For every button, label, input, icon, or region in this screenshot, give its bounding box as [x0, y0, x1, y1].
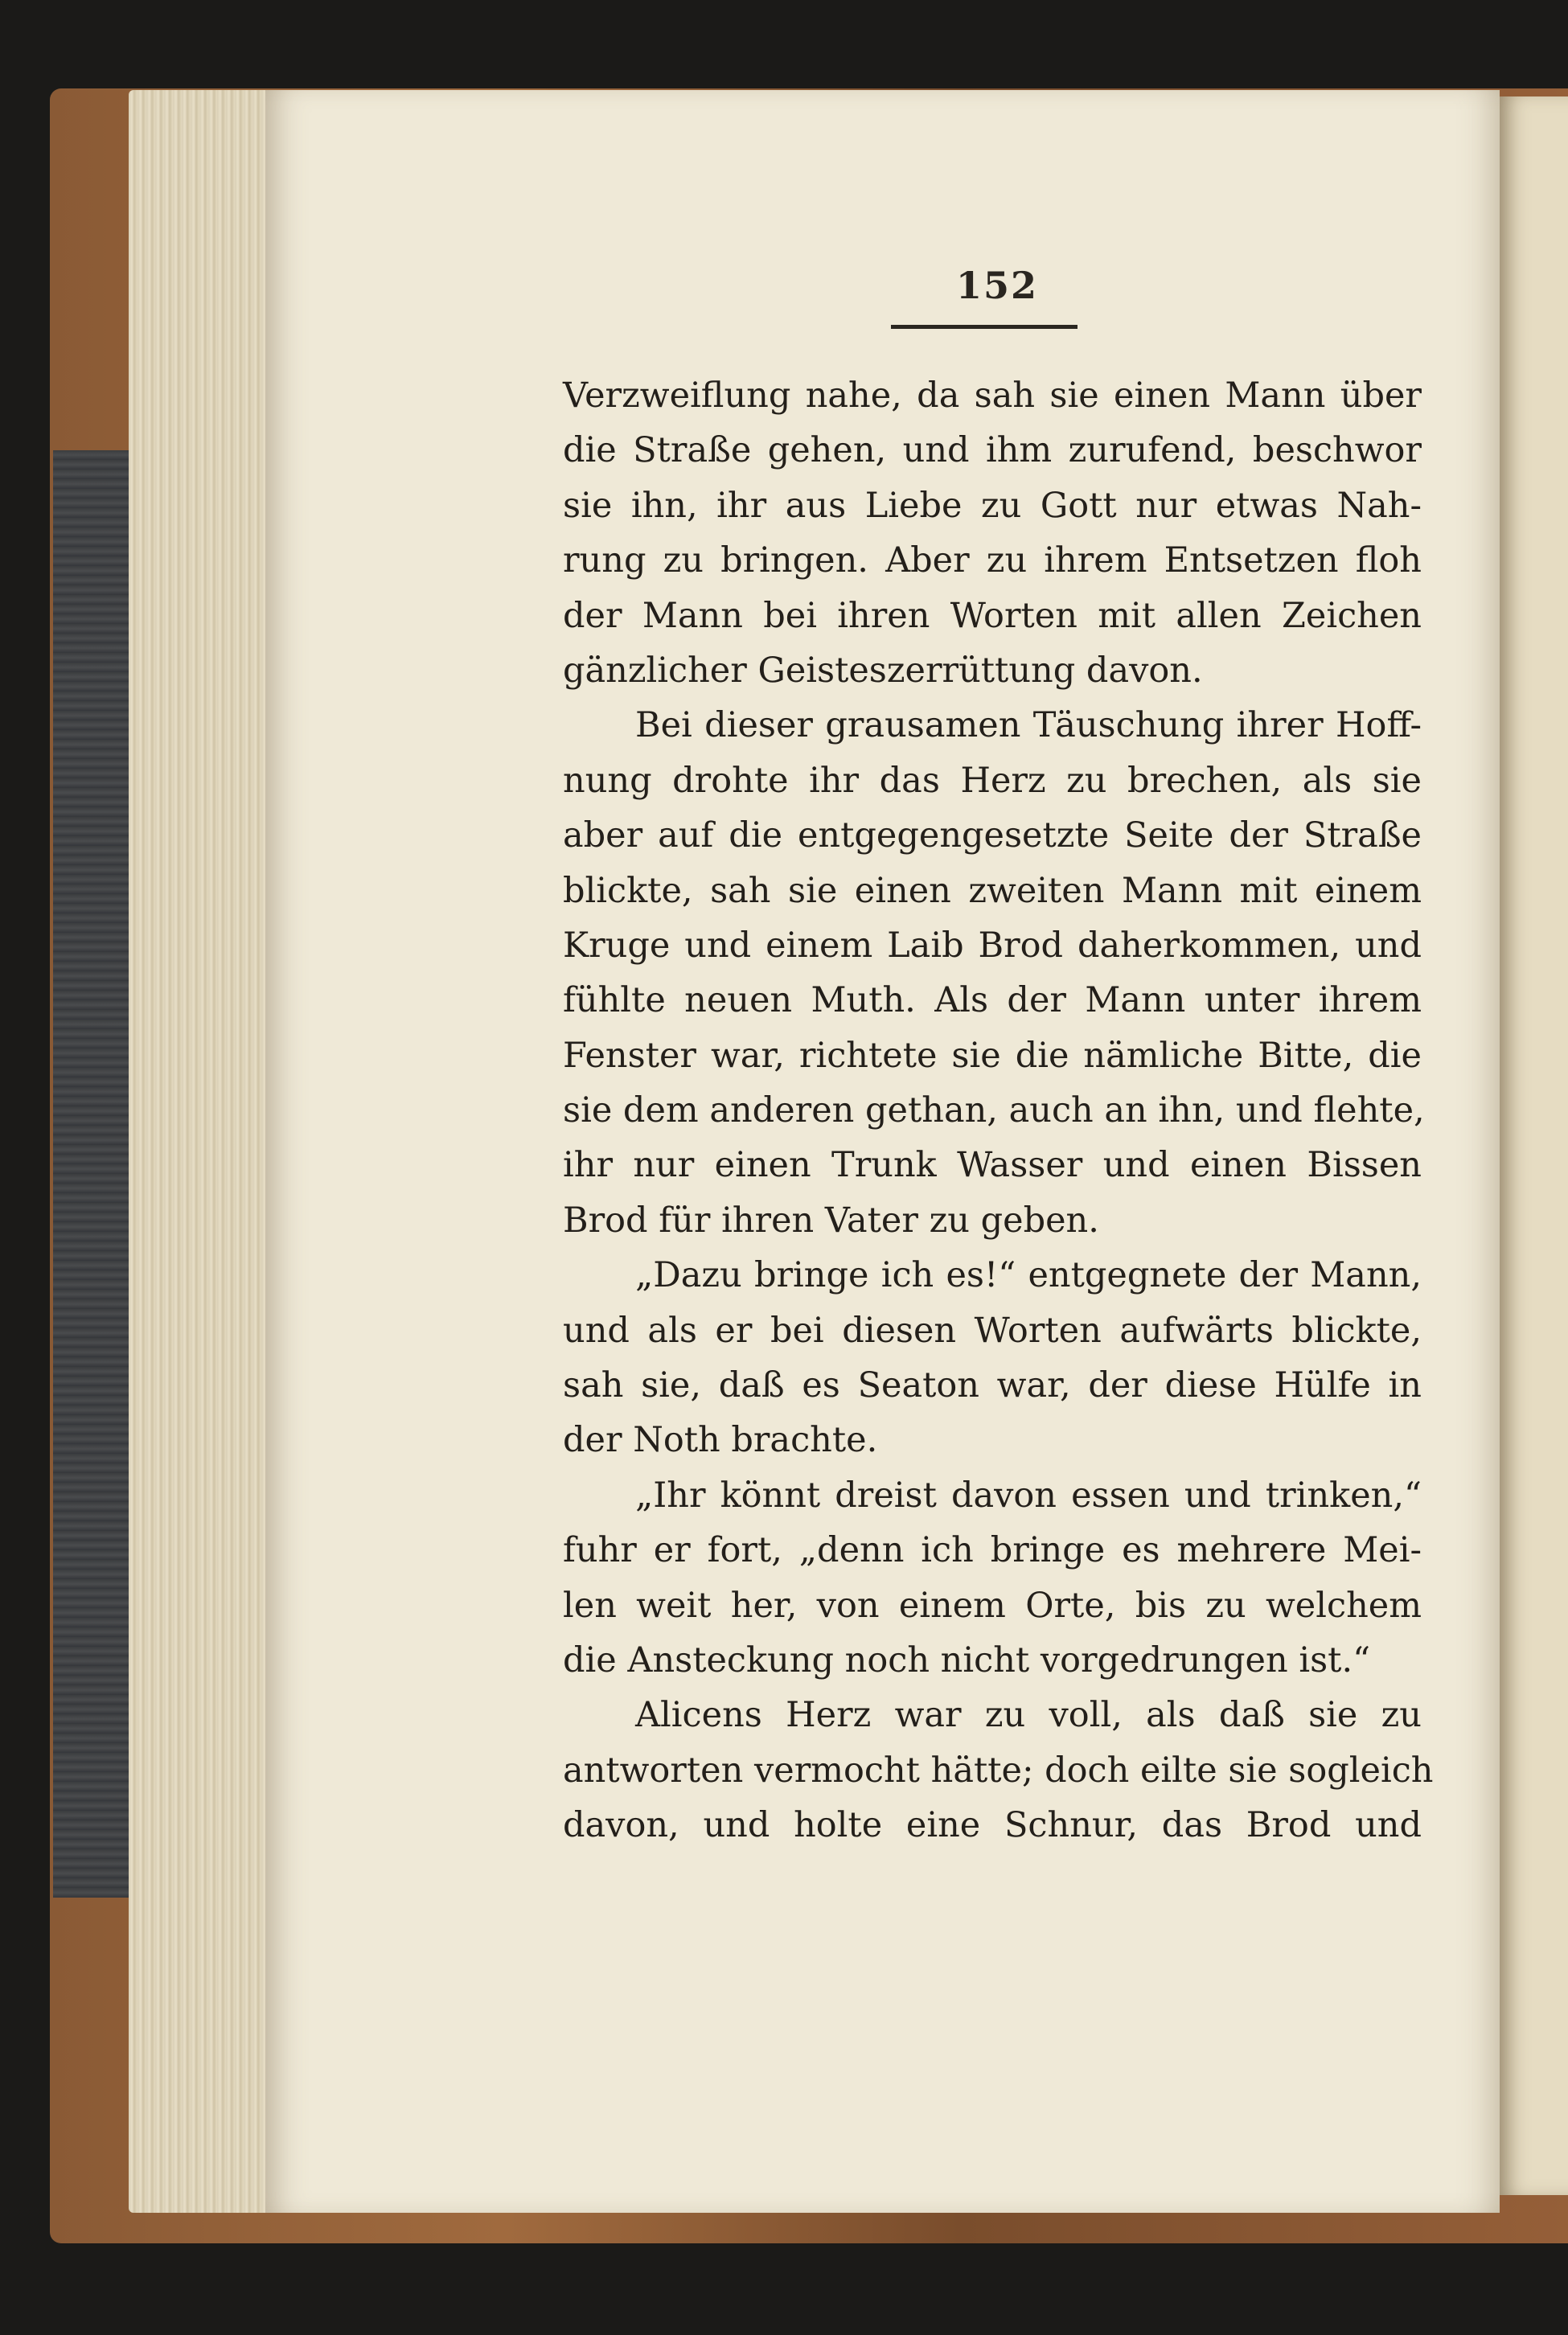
text-line: und als er bei diesen Worten aufwärts blickte,: [563, 1310, 1422, 1351]
facing-page-edge: [1500, 96, 1568, 2195]
text-line: davon, und holte eine Schnur, das Brod und: [563, 1805, 1422, 1846]
text-line: „Dazu bringe ich es!“ entgegnete der Mann,: [635, 1255, 1422, 1296]
text-line: Verzweiflung nahe, da sah sie einen Mann über: [563, 375, 1422, 416]
page-number: 152: [955, 264, 1039, 307]
text-line: sah sie, daß es Seaton war, der diese Hülfe in: [563, 1365, 1422, 1406]
page-edges: [129, 90, 273, 2213]
text-line: Bei dieser grausamen Täuschung ihrer Hoff-: [635, 705, 1422, 746]
text-line: der Noth brachte.: [563, 1420, 878, 1461]
text-line: fühlte neuen Muth. Als der Mann unter ihrem: [563, 980, 1422, 1021]
text-line: rung zu bringen. Aber zu ihrem Entsetzen floh: [563, 540, 1422, 581]
page-number-rule: [891, 325, 1077, 329]
text-line: sie dem anderen gethan, auch an ihn, und flehte,: [563, 1090, 1425, 1131]
text-line: ihr nur einen Trunk Wasser und einen Bissen: [563, 1145, 1422, 1186]
text-line: der Mann bei ihren Worten mit allen Zeichen: [563, 595, 1422, 636]
text-line: blickte, sah sie einen zweiten Mann mit einem: [563, 870, 1422, 911]
text-line: Fenster war, richtete sie die nämliche Bitte, die: [563, 1035, 1422, 1076]
text-line: Kruge und einem Laib Brod daherkommen, und: [563, 925, 1422, 966]
text-line: len weit her, von einem Orte, bis zu welchem: [563, 1585, 1422, 1626]
text-line: sie ihn, ihr aus Liebe zu Gott nur etwas Nah-: [563, 485, 1422, 526]
body-text: [563, 368, 1434, 1853]
text-line: antworten vermocht hätte; doch eilte sie sogleich: [563, 1750, 1434, 1791]
text-line: die Ansteckung noch nicht vorgedrungen ist.“: [563, 1639, 1371, 1680]
book-spine-cloth: [53, 450, 129, 1898]
text-line: nung drohte ihr das Herz zu brechen, als sie: [563, 760, 1422, 801]
text-line: „Ihr könnt dreist davon essen und trinken,“: [635, 1475, 1422, 1516]
text-line: fuhr er fort, „denn ich bringe es mehrere Mei-: [563, 1530, 1422, 1571]
text-line: aber auf die entgegengesetzte Seite der Straße: [563, 815, 1422, 856]
text-line: Brod für ihren Vater zu geben.: [563, 1200, 1099, 1241]
text-line: gänzlicher Geisteszerrüttung davon.: [563, 650, 1203, 691]
text-line: Alicens Herz war zu voll, als daß sie zu: [635, 1695, 1422, 1736]
text-line: die Straße gehen, und ihm zurufend, beschwor: [563, 430, 1422, 471]
